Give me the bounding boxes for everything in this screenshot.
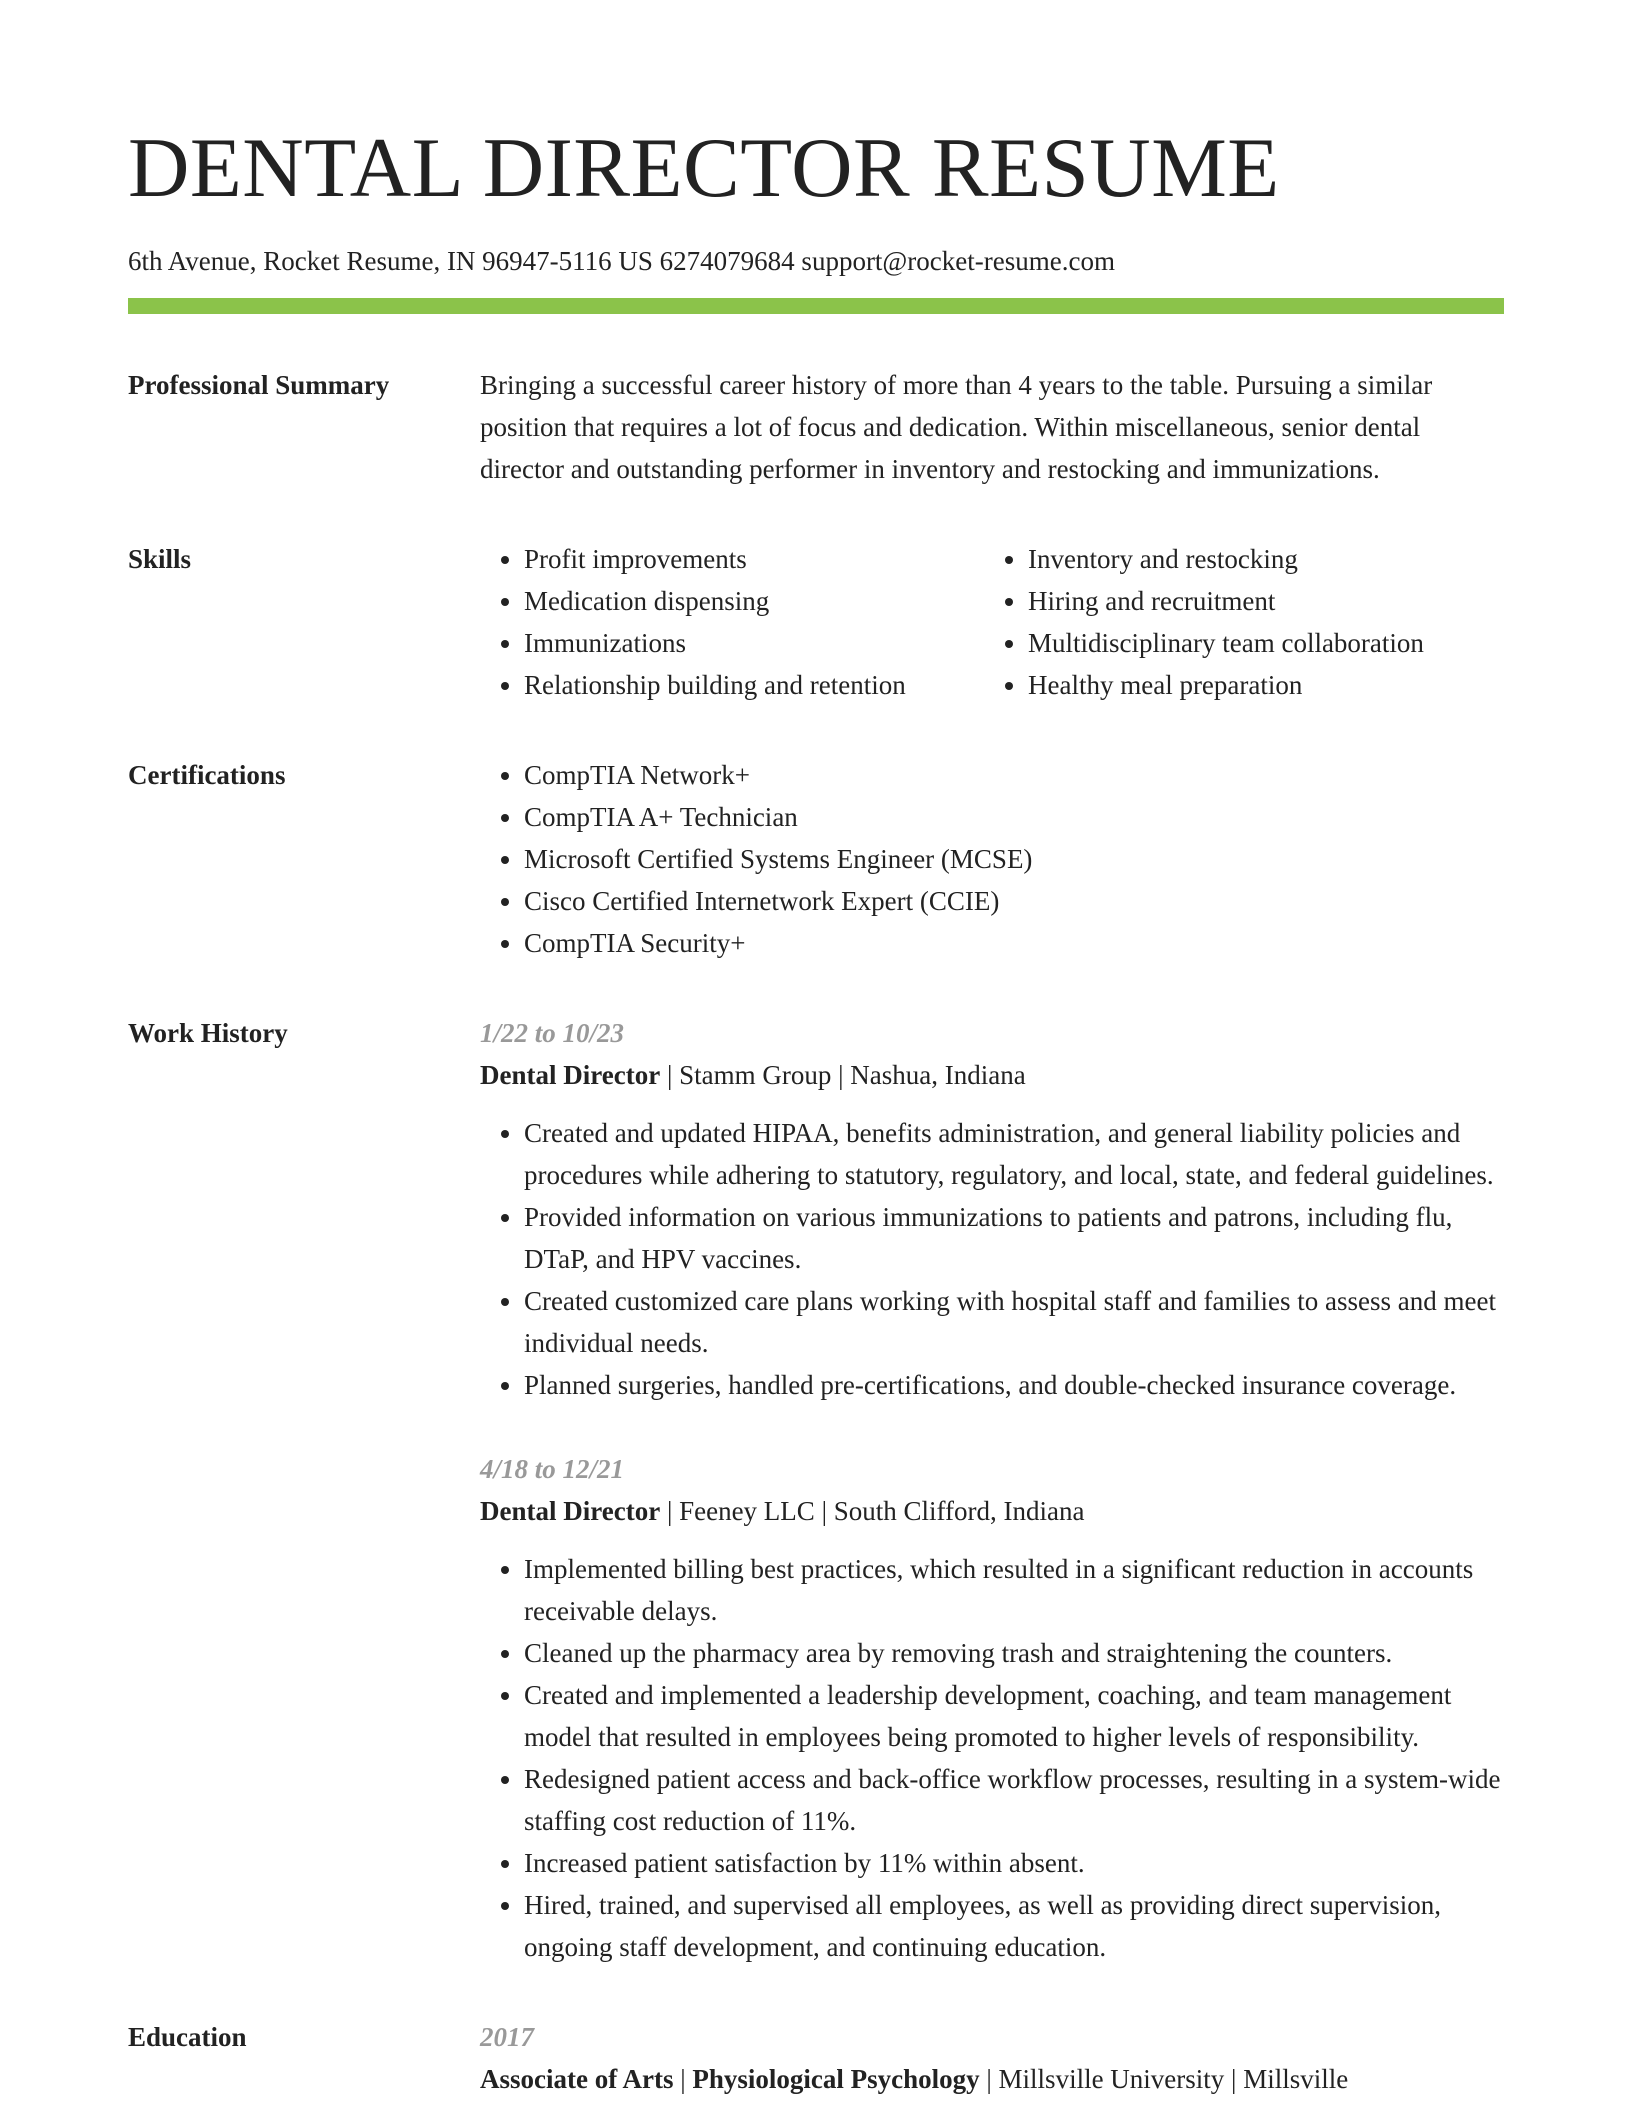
education-section [128,2016,1504,2100]
job-bullets [480,1548,1504,1968]
separator: | [1224,2064,1244,2094]
job-bullet: • Hired, trained, and supervised all employees, as well as providing direct supervision, ongoing staff development, and continuing education. [524,1884,1504,1968]
skills-content [480,538,1504,706]
certifications-list [480,754,1504,964]
job-location: South Clifford, Indiana [833,1496,1085,1526]
page-title: DENTAL DIRECTOR RESUME [128,121,1280,215]
education-date: 2017 [480,2022,534,2052]
skills-section [128,538,1504,706]
job-company: Stamm Group [679,1060,832,1090]
job-bullet: • Planned surgeries, handled pre-certifications, and double-checked insurance coverage. [524,1364,1504,1406]
separator: | [660,1496,680,1526]
field-of-study: Physiological Psychology [692,2064,980,2094]
resume-page [128,0,1504,2100]
section-label-work-history: Work History [128,1018,288,1048]
skill-item: • Hiring and recruitment [1028,580,1548,622]
job-bullet: • Redesigned patient access and back-office workflow processes, resulting in a system-wide staffing cost reduction of 11%. [524,1758,1504,1842]
certification-item: • Cisco Certified Internetwork Expert (CCIE) [524,880,1504,922]
degree: Associate of Arts [480,2064,674,2094]
certifications-section [128,754,1504,964]
education-content [480,2016,1504,2100]
skills-list-left [480,538,984,706]
job-entry [480,1448,1504,1968]
job-bullet: • Provided information on various immunizations to patients and patrons, including flu, DTaP, and HPV vaccines. [524,1196,1504,1280]
certifications-content [480,754,1504,964]
skill-item: • Multidisciplinary team collaboration [1028,622,1548,664]
section-label-education: Education [128,2022,247,2052]
skill-item: • Medication dispensing [524,580,984,622]
job-entry [480,1012,1504,1406]
job-bullet: • Created and updated HIPAA, benefits administration, and general liability policies and procedures while adhering to statutory, regulatory, and local, state, and federal guidelines. [524,1112,1504,1196]
section-label-skills: Skills [128,544,192,574]
separator: | [831,1060,851,1090]
job-title: Dental Director [480,1060,661,1090]
skill-item: • Inventory and restocking [1028,538,1548,580]
separator: | [979,2064,999,2094]
job-dates: 4/18 to 12/21 [480,1454,625,1484]
summary-section [128,364,1504,490]
job-company: Feeney LLC [679,1496,815,1526]
contact-line: 6th Avenue, Rocket Resume, IN 96947-5116 US 6274079684 support@rocket-resume.com [128,246,1115,276]
job-bullet: • Implemented billing best practices, which resulted in a significant reduction in accounts receivable delays. [524,1548,1504,1632]
separator: | [814,1496,834,1526]
certification-item: • CompTIA Network+ [524,754,1504,796]
skills-list-right [984,538,1548,706]
work-history-section [128,1012,1504,1968]
summary-content [480,364,1504,490]
skill-item: • Relationship building and retention [524,664,984,706]
job-bullet: • Created and implemented a leadership development, coaching, and team management model that resulted in employees being promoted to higher levels of responsibility. [524,1674,1504,1758]
skill-item: • Healthy meal preparation [1028,664,1548,706]
certification-item: • CompTIA A+ Technician [524,796,1504,838]
accent-divider [128,298,1504,314]
summary-text: Bringing a successful career history of more than 4 years to the table. Pursuing a similar position that requires a lot of focus and dedication. Within miscellaneous, senior dental director and outstanding performer in inventory and restocking and immunizations. [480,370,1433,484]
job-bullet: • Created customized care plans working with hospital staff and families to assess and meet individual needs. [524,1280,1504,1364]
section-label-certifications: Certifications [128,760,286,790]
separator: | [673,2064,693,2094]
skill-item: • Immunizations [524,622,984,664]
job-location: Nashua, Indiana [850,1060,1026,1090]
job-bullets [480,1112,1504,1406]
section-label-summary: Professional Summary [128,370,390,400]
school-name: Millsville University [998,2064,1225,2094]
work-history-content [480,1012,1504,1968]
job-title: Dental Director [480,1496,661,1526]
job-bullet: • Increased patient satisfaction by 11% within absent. [524,1842,1504,1884]
education-degree-line [480,2058,1504,2100]
separator: | [660,1060,680,1090]
skill-item: • Profit improvements [524,538,984,580]
job-dates: 1/22 to 10/23 [480,1018,625,1048]
certification-item: • Microsoft Certified Systems Engineer (MCSE) [524,838,1504,880]
job-title-line [480,1490,1504,1532]
school-location: Millsville [1243,2064,1349,2094]
job-bullet: • Cleaned up the pharmacy area by removing trash and straightening the counters. [524,1632,1504,1674]
job-title-line [480,1054,1504,1096]
certification-item: • CompTIA Security+ [524,922,1504,964]
